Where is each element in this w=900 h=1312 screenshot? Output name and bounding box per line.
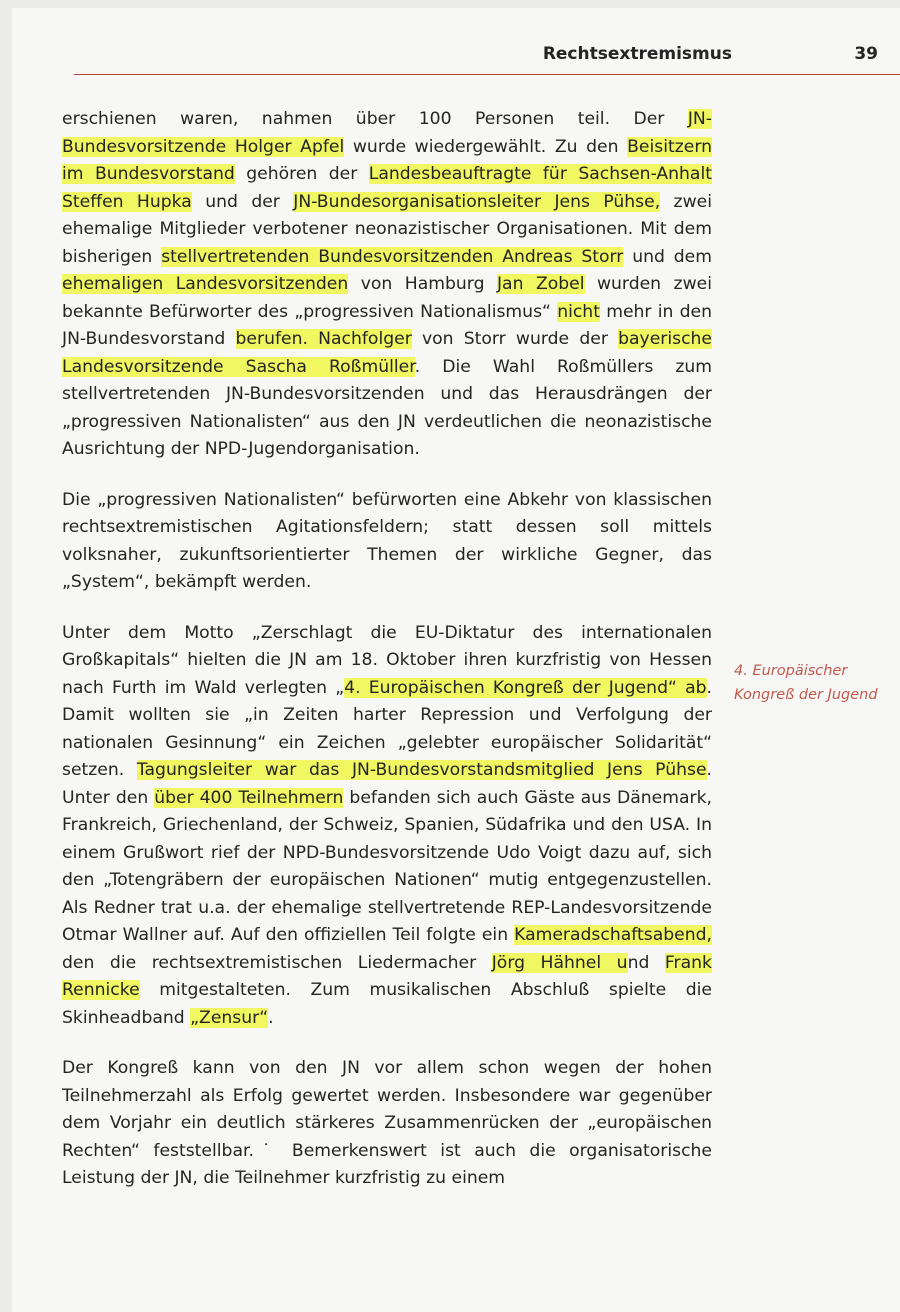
text-segment: wurden zwei bekannte Befürworter des „progressiven Nationalismus“ bbox=[62, 274, 712, 322]
text-segment: von Hamburg bbox=[348, 274, 497, 294]
highlighted-text: 4. Europäischen Kongreß der Jugend“ ab bbox=[344, 677, 707, 698]
highlighted-text: JN-Bundesvorsitzende Holger Apfel bbox=[62, 109, 712, 157]
text-segment: befanden sich auch Gäste aus Dänemark, Frankreich, Griechenland, der Schweiz, Spanien, Südafrika und den USA. In einem Grußwort rief der NPD-Bundesvorsitzende Udo Voigt dazu auf, sich den „Totengräbern der europäischen Nationen“ mutig entgegenzustellen. Als Redner trat u.a. der ehemalige stellvertretende REP-Landesvorsitzende Otmar Wallner auf. Auf den offiziellen Teil folgte ein bbox=[62, 787, 712, 945]
text-segment: wurde wiedergewählt. Zu den bbox=[344, 136, 628, 157]
highlighted-text: Landesbeauftragte für Sachsen-Anhalt Steffen Hupka bbox=[62, 164, 712, 212]
highlighted-text: JN-Bundesorganisationsleiter Jens Pühse, bbox=[293, 191, 661, 212]
highlighted-text: Tagungsleiter war das JN-Bundesvorstandsmitglied Jens Pühse bbox=[136, 760, 707, 780]
text-segment: nd bbox=[627, 952, 665, 973]
text-segment: zwei ehemalige Mitglieder verbotener neonazistischer Organisationen. Mit dem bisherigen bbox=[62, 191, 712, 267]
text-segment: den die rechtsextremistischen Liedermacher bbox=[62, 952, 492, 973]
body-text bbox=[62, 106, 712, 1216]
text-segment: . Die Wahl Roßmüllers zum stellvertretenden JN-Bundesvorsitzenden und das Herausdrängen der „progressiven Nationalisten“ aus den JN verdeutlichen die neonazistische Ausrichtung der NPD-Jugendorganisation. bbox=[62, 356, 712, 459]
paragraph bbox=[62, 1055, 712, 1193]
highlighted-text: nicht bbox=[557, 301, 600, 322]
text-segment: erschienen waren, nahmen über 100 Personen teil. Der bbox=[62, 109, 688, 129]
text-segment: . Unter den bbox=[62, 760, 713, 808]
highlighted-text: Jan Zobel bbox=[496, 274, 585, 294]
text-segment: . bbox=[268, 1007, 274, 1028]
highlighted-text: berufen. Nachfolger bbox=[235, 329, 412, 349]
text-segment: Der Kongreß kann von den JN vor allem schon wegen der hohen Teilnehmerzahl als Erfolg gewertet werden. Insbesondere war gegenüber dem Vorjahr ein deutlich stärkeres Zusammenrücken der „europäischen Rechten“ feststellbar.˙ Bemerkenswert ist auch die organisatorische Leistung der JN, die Teilnehmer kurzfristig zu einem bbox=[62, 1058, 712, 1188]
highlighted-text: über 400 Teilnehmern bbox=[154, 787, 344, 808]
paragraph bbox=[62, 487, 712, 597]
text-segment: mitgestalteten. Zum musikalischen Abschluß spielte die Skinheadband bbox=[62, 980, 712, 1028]
text-segment: Die „progressiven Nationalisten“ befürworten eine Abkehr von klassischen rechtsextremistischen Agitationsfeldern; statt dessen soll mittels volksnaher, zukunftsorientierter Themen der wirkliche Gegner, das „System“, bekämpft werden. bbox=[62, 489, 712, 592]
page-header bbox=[74, 44, 900, 75]
text-segment: gehören der bbox=[234, 164, 369, 184]
paragraph bbox=[62, 620, 712, 1033]
text-segment: mehr in den JN-Bundesvorstand bbox=[62, 301, 713, 349]
highlighted-text: Frank Rennicke bbox=[62, 952, 712, 1000]
highlighted-text: Beisitzern im Bundesvorstand bbox=[62, 136, 712, 184]
highlighted-text: stellvertretenden Bundesvorsitzenden Andreas Storr bbox=[161, 246, 624, 267]
text-segment: . Damit wollten sie „in Zeiten harter Repression und Verfolgung der nationalen Gesinnung“ ein Zeichen „gelebter europäischer Solidarität“ setzen. bbox=[62, 677, 712, 780]
highlighted-text: bayerische Landesvorsitzende Sascha Roßmüller bbox=[62, 329, 712, 377]
highlighted-text: Jörg Hähnel u bbox=[491, 952, 628, 973]
highlighted-text: „Zensur“ bbox=[190, 1007, 269, 1028]
highlighted-text: Kameradschaftsabend, bbox=[514, 925, 712, 945]
text-segment: von Storr wurde der bbox=[411, 329, 619, 349]
page-number: 39 bbox=[854, 44, 878, 64]
margin-note: 4. Europäischer Kongreß der Jugend bbox=[734, 663, 878, 703]
text-segment: Unter dem Motto „Zerschlagt die EU-Diktatur des internationalen Großkapitals“ hielten die JN am 18. Oktober ihren kurzfristig von Hessen nach Furth im Wald verlegten „ bbox=[62, 622, 712, 698]
highlighted-text: ehemaligen Landesvorsitzenden bbox=[62, 274, 349, 294]
text-segment: und dem bbox=[623, 246, 712, 267]
running-title: Rechtsextremismus bbox=[542, 44, 732, 64]
paragraph bbox=[62, 106, 712, 464]
text-segment: und der bbox=[191, 191, 294, 212]
